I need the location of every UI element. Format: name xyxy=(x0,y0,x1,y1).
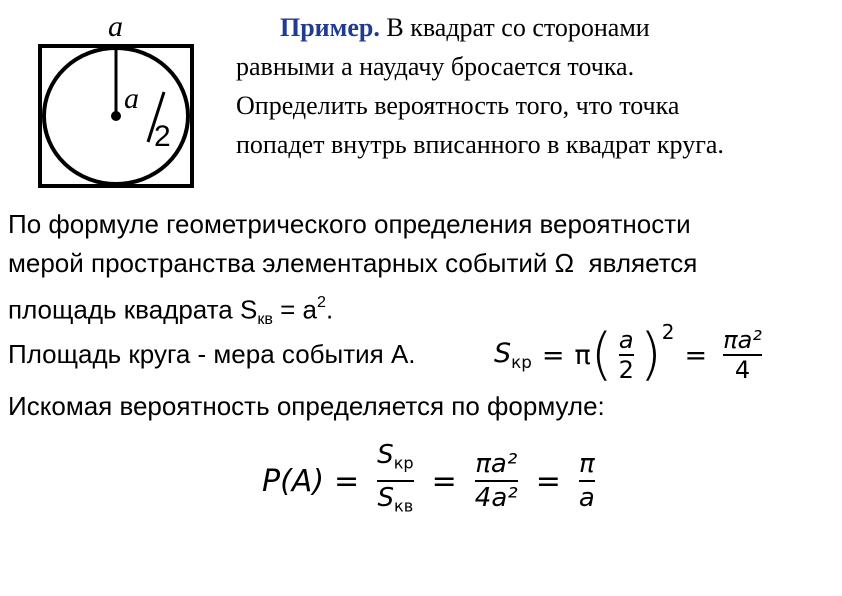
square-area-power: 2 xyxy=(317,293,326,311)
problem-line-4: попадет внутрь вписанного в квадрат круга. xyxy=(236,130,724,159)
radius-label-numerator: a xyxy=(124,82,139,115)
problem-line-3: Определить вероятность того, что точка xyxy=(236,91,680,120)
pi-a2-over-4a2-fraction: $\frac{\text{πa²}}{\text{4a²}}$ xyxy=(474,449,518,513)
omega-symbol: Ω xyxy=(554,248,575,278)
problem-statement xyxy=(236,8,836,164)
p1-line-2 xyxy=(8,244,697,283)
paragraph-geometric-definition xyxy=(8,205,697,339)
radius-label-denominator: 2 xyxy=(154,120,171,153)
equals-2: = xyxy=(431,463,457,499)
s-kr-symbol: $S_{кр}$ xyxy=(494,338,532,372)
result-fraction: $\frac{\text{πa²}}{4}$ xyxy=(723,326,762,384)
side-label: a xyxy=(108,10,123,43)
equals-sign-2: = xyxy=(684,339,708,371)
a-over-2-fraction: $\frac{a}{2}$ xyxy=(618,326,634,384)
equals-3: = xyxy=(535,463,561,499)
paragraph-probability: Искомая вероятность определяется по формуле: xyxy=(8,391,605,421)
problem-label: Пример. xyxy=(280,13,380,42)
p1-line-1: По формуле геометрического определения вероятности xyxy=(8,209,691,239)
square-circle-figure xyxy=(36,10,206,190)
probability-formula xyxy=(262,440,603,517)
area-ratio-fraction: $\frac{S_{кр}}{S_{кв}}$ xyxy=(377,440,414,516)
pi-over-a-fraction: $\frac{\pi}{a}$ xyxy=(578,449,595,513)
p-of-a: P(A) xyxy=(262,463,325,499)
equals-sign: = xyxy=(541,339,565,371)
paragraph-circle-area: Площадь круга - мера события А. xyxy=(8,339,416,369)
center-point xyxy=(111,111,121,121)
equals-1: = xyxy=(334,463,360,499)
problem-line-2: равными a наудачу бросается точка. xyxy=(236,52,635,81)
problem-line-1: В квадрат со сторонами xyxy=(386,13,650,42)
square-area-subscript: кв xyxy=(257,309,273,328)
right-paren: ) xyxy=(639,322,662,387)
p1-line-2-end: является xyxy=(588,248,698,278)
p1-line-3-text: площадь квадрата S xyxy=(8,294,258,325)
square-exponent: 2 xyxy=(661,320,675,344)
p1-line-3-end: . xyxy=(325,294,334,325)
circle-area-formula xyxy=(494,322,768,388)
pi-symbol: π xyxy=(574,339,591,371)
p1-line-2-text: мерой пространства элементарных событий xyxy=(8,248,548,278)
left-paren: ( xyxy=(590,322,613,387)
p1-line-3-eq: = a xyxy=(272,294,318,325)
